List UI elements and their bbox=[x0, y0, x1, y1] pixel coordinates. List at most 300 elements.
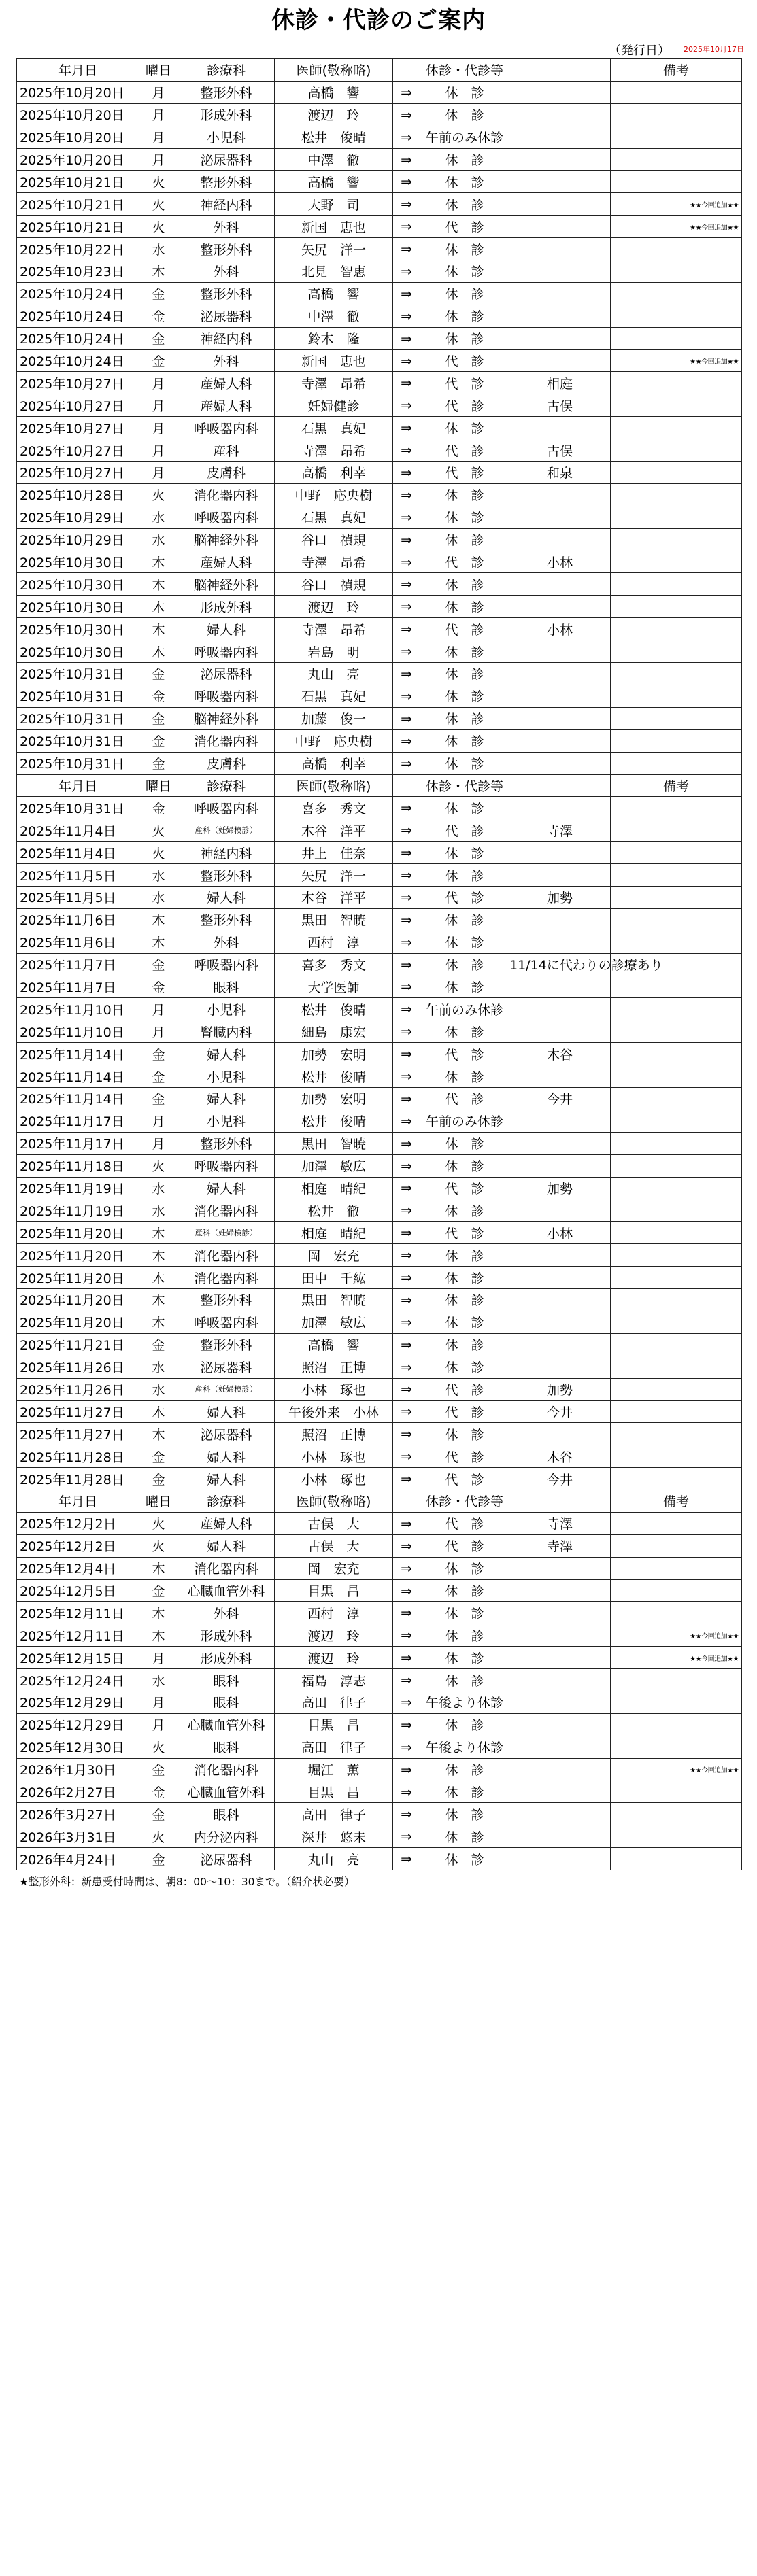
weekday-cell: 金 bbox=[139, 1087, 178, 1110]
date-cell: 2025年12月2日 bbox=[17, 1512, 139, 1534]
date-cell: 2025年11月14日 bbox=[17, 1087, 139, 1110]
table-row bbox=[17, 729, 742, 752]
note-cell bbox=[611, 752, 742, 774]
arrow-cell: ⇒ bbox=[393, 1333, 420, 1356]
date-cell: 2025年10月31日 bbox=[17, 752, 139, 774]
substitute-cell: 寺澤 bbox=[509, 1512, 611, 1534]
arrow-cell: ⇒ bbox=[393, 439, 420, 462]
table-row bbox=[17, 1825, 742, 1848]
table-row bbox=[17, 1154, 742, 1177]
doctor-cell: 西村 淳 bbox=[275, 931, 393, 953]
department-cell: 婦人科 bbox=[178, 886, 275, 908]
note-cell: ★★今回追加★★ bbox=[611, 193, 742, 216]
table-row bbox=[17, 238, 742, 260]
substitute-cell bbox=[509, 305, 611, 327]
table-row bbox=[17, 372, 742, 394]
status-cell: 休 診 bbox=[420, 842, 509, 864]
status-cell: 代 診 bbox=[420, 819, 509, 842]
substitute-cell bbox=[509, 1110, 611, 1132]
weekday-cell: 木 bbox=[139, 260, 178, 283]
substitute-cell: 相庭 bbox=[509, 372, 611, 394]
substitute-cell bbox=[509, 282, 611, 305]
doctor-cell: 加藤 俊一 bbox=[275, 707, 393, 729]
arrow-cell: ⇒ bbox=[393, 148, 420, 171]
department-cell: 眼科 bbox=[178, 1669, 275, 1691]
note-cell bbox=[611, 663, 742, 685]
table-row bbox=[17, 752, 742, 774]
doctor-cell: 中澤 徹 bbox=[275, 148, 393, 171]
substitute-cell bbox=[509, 1423, 611, 1445]
doctor-cell: 照沼 正博 bbox=[275, 1356, 393, 1378]
doctor-cell: 木谷 洋平 bbox=[275, 819, 393, 842]
doctor-cell: 相庭 晴紀 bbox=[275, 1177, 393, 1199]
date-cell: 2025年11月20日 bbox=[17, 1311, 139, 1333]
doctor-cell: 岡 宏充 bbox=[275, 1557, 393, 1579]
table-row bbox=[17, 171, 742, 193]
substitute-cell bbox=[509, 1803, 611, 1825]
table-row bbox=[17, 842, 742, 864]
arrow-cell: ⇒ bbox=[393, 1534, 420, 1557]
arrow-cell: ⇒ bbox=[393, 1669, 420, 1691]
department-cell: 小児科 bbox=[178, 998, 275, 1020]
substitute-cell bbox=[509, 1356, 611, 1378]
table-row bbox=[17, 797, 742, 819]
status-cell: 代 診 bbox=[420, 1043, 509, 1065]
weekday-cell: 木 bbox=[139, 931, 178, 953]
note-cell bbox=[611, 1087, 742, 1110]
arrow-cell: ⇒ bbox=[393, 1087, 420, 1110]
arrow-cell: ⇒ bbox=[393, 81, 420, 103]
weekday-cell: 月 bbox=[139, 372, 178, 394]
weekday-cell: 火 bbox=[139, 216, 178, 238]
note-cell bbox=[611, 1154, 742, 1177]
header-department: 診療科 bbox=[178, 59, 275, 82]
doctor-cell: 大野 司 bbox=[275, 193, 393, 216]
doctor-cell: 高橋 響 bbox=[275, 171, 393, 193]
weekday-cell: 金 bbox=[139, 1781, 178, 1803]
note-cell bbox=[611, 1781, 742, 1803]
doctor-cell: 木谷 洋平 bbox=[275, 886, 393, 908]
status-cell: 代 診 bbox=[420, 1222, 509, 1244]
arrow-cell: ⇒ bbox=[393, 1691, 420, 1714]
status-cell: 休 診 bbox=[420, 1154, 509, 1177]
department-cell: 消化器内科 bbox=[178, 1758, 275, 1781]
department-cell: 婦人科 bbox=[178, 1468, 275, 1490]
doctor-cell: 矢尻 洋一 bbox=[275, 864, 393, 887]
note-cell bbox=[611, 842, 742, 864]
header-arrow bbox=[393, 774, 420, 797]
department-cell: 外科 bbox=[178, 1602, 275, 1624]
department-cell: 呼吸器内科 bbox=[178, 506, 275, 528]
date-cell: 2025年10月30日 bbox=[17, 573, 139, 596]
header-doctor: 医師(敬称略) bbox=[275, 1490, 393, 1513]
arrow-cell: ⇒ bbox=[393, 462, 420, 484]
arrow-cell: ⇒ bbox=[393, 1154, 420, 1177]
substitute-cell bbox=[509, 573, 611, 596]
date-cell: 2025年11月20日 bbox=[17, 1267, 139, 1289]
department-cell: 神経内科 bbox=[178, 842, 275, 864]
doctor-cell: 加澤 敏広 bbox=[275, 1311, 393, 1333]
substitute-cell bbox=[509, 1020, 611, 1043]
note-cell bbox=[611, 1423, 742, 1445]
note-cell bbox=[611, 1199, 742, 1222]
arrow-cell: ⇒ bbox=[393, 618, 420, 640]
arrow-cell: ⇒ bbox=[393, 171, 420, 193]
arrow-cell: ⇒ bbox=[393, 998, 420, 1020]
note-cell bbox=[611, 864, 742, 887]
table-row bbox=[17, 260, 742, 283]
weekday-cell: 月 bbox=[139, 394, 178, 417]
note-cell bbox=[611, 1579, 742, 1602]
substitute-cell: 寺澤 bbox=[509, 1534, 611, 1557]
weekday-cell: 水 bbox=[139, 506, 178, 528]
substitute-cell bbox=[509, 1713, 611, 1736]
table-row bbox=[17, 1132, 742, 1154]
date-cell: 2025年12月30日 bbox=[17, 1736, 139, 1758]
doctor-cell: 深井 悠未 bbox=[275, 1825, 393, 1848]
note-cell bbox=[611, 640, 742, 663]
doctor-cell: 黒田 智暁 bbox=[275, 1132, 393, 1154]
arrow-cell: ⇒ bbox=[393, 506, 420, 528]
date-cell: 2025年12月15日 bbox=[17, 1647, 139, 1669]
status-cell: 休 診 bbox=[420, 1602, 509, 1624]
status-cell: 休 診 bbox=[420, 1803, 509, 1825]
status-cell: 休 診 bbox=[420, 483, 509, 506]
status-cell: 休 診 bbox=[420, 729, 509, 752]
weekday-cell: 木 bbox=[139, 551, 178, 573]
date-cell: 2026年3月27日 bbox=[17, 1803, 139, 1825]
table-row bbox=[17, 1669, 742, 1691]
table-row bbox=[17, 998, 742, 1020]
table-row bbox=[17, 1333, 742, 1356]
department-cell: 泌尿器科 bbox=[178, 148, 275, 171]
doctor-cell: 西村 淳 bbox=[275, 1602, 393, 1624]
doctor-cell: 岡 宏充 bbox=[275, 1244, 393, 1267]
note-cell bbox=[611, 551, 742, 573]
doctor-cell: 矢尻 洋一 bbox=[275, 238, 393, 260]
table-row bbox=[17, 886, 742, 908]
department-cell: 形成外科 bbox=[178, 596, 275, 618]
weekday-cell: 金 bbox=[139, 1848, 178, 1870]
status-cell: 休 診 bbox=[420, 1020, 509, 1043]
table-row bbox=[17, 462, 742, 484]
note-cell bbox=[611, 305, 742, 327]
date-cell: 2025年11月5日 bbox=[17, 886, 139, 908]
header-substitute bbox=[509, 59, 611, 82]
substitute-cell bbox=[509, 729, 611, 752]
department-cell: 呼吸器内科 bbox=[178, 1154, 275, 1177]
weekday-cell: 木 bbox=[139, 1602, 178, 1624]
status-cell: 休 診 bbox=[420, 976, 509, 998]
department-cell: 眼科 bbox=[178, 1736, 275, 1758]
arrow-cell: ⇒ bbox=[393, 528, 420, 551]
date-cell: 2025年10月30日 bbox=[17, 640, 139, 663]
weekday-cell: 火 bbox=[139, 1736, 178, 1758]
header-weekday: 曜日 bbox=[139, 1490, 178, 1513]
weekday-cell: 月 bbox=[139, 439, 178, 462]
date-cell: 2025年10月30日 bbox=[17, 551, 139, 573]
doctor-cell: 小林 琢也 bbox=[275, 1445, 393, 1468]
note-cell bbox=[611, 1468, 742, 1490]
arrow-cell: ⇒ bbox=[393, 1758, 420, 1781]
substitute-cell bbox=[509, 1199, 611, 1222]
table-row bbox=[17, 1624, 742, 1647]
note-cell bbox=[611, 1043, 742, 1065]
weekday-cell: 月 bbox=[139, 417, 178, 439]
date-cell: 2025年11月7日 bbox=[17, 953, 139, 976]
note-cell bbox=[611, 1736, 742, 1758]
department-cell: 消化器内科 bbox=[178, 729, 275, 752]
date-cell: 2025年11月19日 bbox=[17, 1177, 139, 1199]
substitute-cell: 11/14に代わりの診療あり bbox=[509, 953, 611, 976]
substitute-cell bbox=[509, 327, 611, 349]
substitute-cell bbox=[509, 998, 611, 1020]
doctor-cell: 加勢 宏明 bbox=[275, 1087, 393, 1110]
table-row bbox=[17, 618, 742, 640]
weekday-cell: 月 bbox=[139, 1020, 178, 1043]
substitute-cell bbox=[509, 238, 611, 260]
table-row bbox=[17, 1468, 742, 1490]
note-cell bbox=[611, 103, 742, 126]
arrow-cell: ⇒ bbox=[393, 707, 420, 729]
note-cell bbox=[611, 976, 742, 998]
weekday-cell: 火 bbox=[139, 193, 178, 216]
department-cell: 産婦人科 bbox=[178, 372, 275, 394]
substitute-cell bbox=[509, 1736, 611, 1758]
date-cell: 2025年10月28日 bbox=[17, 483, 139, 506]
table-row bbox=[17, 327, 742, 349]
date-cell: 2025年10月22日 bbox=[17, 238, 139, 260]
arrow-cell: ⇒ bbox=[393, 1199, 420, 1222]
weekday-cell: 火 bbox=[139, 483, 178, 506]
arrow-cell: ⇒ bbox=[393, 1557, 420, 1579]
arrow-cell: ⇒ bbox=[393, 1043, 420, 1065]
doctor-cell: 古俣 大 bbox=[275, 1534, 393, 1557]
doctor-cell: 細島 康宏 bbox=[275, 1020, 393, 1043]
table-row bbox=[17, 1713, 742, 1736]
note-cell bbox=[611, 729, 742, 752]
status-cell: 休 診 bbox=[420, 573, 509, 596]
header-note: 備考 bbox=[611, 1490, 742, 1513]
header-weekday: 曜日 bbox=[139, 774, 178, 797]
arrow-cell: ⇒ bbox=[393, 729, 420, 752]
note-cell bbox=[611, 908, 742, 931]
department-cell: 心臓血管外科 bbox=[178, 1579, 275, 1602]
doctor-cell: 照沼 正博 bbox=[275, 1423, 393, 1445]
department-cell: 眼科 bbox=[178, 1803, 275, 1825]
department-cell: 泌尿器科 bbox=[178, 1356, 275, 1378]
arrow-cell: ⇒ bbox=[393, 1423, 420, 1445]
table-row bbox=[17, 1579, 742, 1602]
substitute-cell bbox=[509, 1065, 611, 1088]
weekday-cell: 金 bbox=[139, 976, 178, 998]
note-cell bbox=[611, 1557, 742, 1579]
doctor-cell: 小林 琢也 bbox=[275, 1468, 393, 1490]
table-row bbox=[17, 1020, 742, 1043]
weekday-cell: 木 bbox=[139, 1557, 178, 1579]
substitute-cell bbox=[509, 171, 611, 193]
status-cell: 代 診 bbox=[420, 439, 509, 462]
note-cell bbox=[611, 573, 742, 596]
doctor-cell: 鈴木 隆 bbox=[275, 327, 393, 349]
note-cell: ★★今回追加★★ bbox=[611, 1647, 742, 1669]
note-cell bbox=[611, 1222, 742, 1244]
weekday-cell: 月 bbox=[139, 126, 178, 148]
note-cell bbox=[611, 462, 742, 484]
substitute-cell bbox=[509, 864, 611, 887]
doctor-cell: 妊婦健診 bbox=[275, 394, 393, 417]
substitute-cell bbox=[509, 1825, 611, 1848]
weekday-cell: 火 bbox=[139, 1534, 178, 1557]
doctor-cell: 松井 俊晴 bbox=[275, 998, 393, 1020]
date-cell: 2025年11月20日 bbox=[17, 1288, 139, 1311]
status-cell: 休 診 bbox=[420, 1624, 509, 1647]
weekday-cell: 水 bbox=[139, 1378, 178, 1401]
arrow-cell: ⇒ bbox=[393, 1825, 420, 1848]
department-cell: 形成外科 bbox=[178, 1647, 275, 1669]
date-cell: 2025年10月20日 bbox=[17, 126, 139, 148]
arrow-cell: ⇒ bbox=[393, 1401, 420, 1423]
date-cell: 2025年11月6日 bbox=[17, 908, 139, 931]
header-substitute bbox=[509, 1490, 611, 1513]
department-cell: 消化器内科 bbox=[178, 1199, 275, 1222]
arrow-cell: ⇒ bbox=[393, 1848, 420, 1870]
note-cell bbox=[611, 1445, 742, 1468]
substitute-cell bbox=[509, 663, 611, 685]
note-cell bbox=[611, 596, 742, 618]
arrow-cell: ⇒ bbox=[393, 1177, 420, 1199]
status-cell: 休 診 bbox=[420, 417, 509, 439]
status-cell: 午後より休診 bbox=[420, 1691, 509, 1714]
substitute-cell: 寺澤 bbox=[509, 819, 611, 842]
department-cell: 脳神経外科 bbox=[178, 707, 275, 729]
substitute-cell: 加勢 bbox=[509, 1378, 611, 1401]
header-department: 診療科 bbox=[178, 1490, 275, 1513]
table-row bbox=[17, 282, 742, 305]
status-cell: 休 診 bbox=[420, 1288, 509, 1311]
header-arrow bbox=[393, 59, 420, 82]
doctor-cell: 福島 淳志 bbox=[275, 1669, 393, 1691]
weekday-cell: 月 bbox=[139, 998, 178, 1020]
table-row bbox=[17, 1110, 742, 1132]
note-cell bbox=[611, 81, 742, 103]
status-cell: 休 診 bbox=[420, 1311, 509, 1333]
table-row bbox=[17, 1423, 742, 1445]
doctor-cell: 石黒 真妃 bbox=[275, 685, 393, 707]
arrow-cell: ⇒ bbox=[393, 1647, 420, 1669]
date-cell: 2025年10月27日 bbox=[17, 372, 139, 394]
doctor-cell: 黒田 智暁 bbox=[275, 908, 393, 931]
department-cell: 小児科 bbox=[178, 1065, 275, 1088]
date-cell: 2025年11月4日 bbox=[17, 819, 139, 842]
substitute-cell bbox=[509, 483, 611, 506]
doctor-cell: 新国 恵也 bbox=[275, 349, 393, 372]
status-cell: 代 診 bbox=[420, 1468, 509, 1490]
date-cell: 2025年12月11日 bbox=[17, 1624, 139, 1647]
table-row bbox=[17, 216, 742, 238]
issue-date: 2025年10月17日 bbox=[684, 45, 744, 54]
table-row bbox=[17, 506, 742, 528]
substitute-cell: 木谷 bbox=[509, 1043, 611, 1065]
arrow-cell: ⇒ bbox=[393, 103, 420, 126]
date-cell: 2025年12月11日 bbox=[17, 1602, 139, 1624]
table-row bbox=[17, 864, 742, 887]
doctor-cell: 高田 律子 bbox=[275, 1736, 393, 1758]
department-cell: 婦人科 bbox=[178, 1401, 275, 1423]
note-cell bbox=[611, 797, 742, 819]
doctor-cell: 田中 千紘 bbox=[275, 1267, 393, 1289]
weekday-cell: 木 bbox=[139, 573, 178, 596]
doctor-cell: 松井 俊晴 bbox=[275, 1065, 393, 1088]
table-row bbox=[17, 1087, 742, 1110]
arrow-cell: ⇒ bbox=[393, 1624, 420, 1647]
doctor-cell: 丸山 亮 bbox=[275, 663, 393, 685]
arrow-cell: ⇒ bbox=[393, 1356, 420, 1378]
note-cell bbox=[611, 931, 742, 953]
doctor-cell: 渡辺 玲 bbox=[275, 103, 393, 126]
substitute-cell bbox=[509, 1602, 611, 1624]
date-cell: 2025年10月31日 bbox=[17, 663, 139, 685]
date-cell: 2025年11月10日 bbox=[17, 998, 139, 1020]
status-cell: 休 診 bbox=[420, 1669, 509, 1691]
doctor-cell: 喜多 秀文 bbox=[275, 953, 393, 976]
status-cell: 代 診 bbox=[420, 1087, 509, 1110]
arrow-cell: ⇒ bbox=[393, 640, 420, 663]
department-cell: 消化器内科 bbox=[178, 1267, 275, 1289]
department-cell: 泌尿器科 bbox=[178, 663, 275, 685]
table-row bbox=[17, 349, 742, 372]
weekday-cell: 月 bbox=[139, 1647, 178, 1669]
table-row bbox=[17, 707, 742, 729]
note-cell bbox=[611, 417, 742, 439]
header-arrow bbox=[393, 1490, 420, 1513]
note-cell bbox=[611, 1848, 742, 1870]
substitute-cell bbox=[509, 260, 611, 283]
weekday-cell: 火 bbox=[139, 1154, 178, 1177]
table-row bbox=[17, 1534, 742, 1557]
department-cell: 婦人科 bbox=[178, 1043, 275, 1065]
doctor-cell: 石黒 真妃 bbox=[275, 506, 393, 528]
note-cell bbox=[611, 1333, 742, 1356]
date-cell: 2025年11月4日 bbox=[17, 842, 139, 864]
status-cell: 休 診 bbox=[420, 640, 509, 663]
table-row bbox=[17, 931, 742, 953]
doctor-cell: 相庭 晴紀 bbox=[275, 1222, 393, 1244]
department-cell: 泌尿器科 bbox=[178, 1848, 275, 1870]
date-cell: 2025年11月28日 bbox=[17, 1468, 139, 1490]
department-cell: 整形外科 bbox=[178, 171, 275, 193]
doctor-cell: 喜多 秀文 bbox=[275, 797, 393, 819]
note-cell bbox=[611, 1378, 742, 1401]
note-cell bbox=[611, 886, 742, 908]
date-cell: 2026年4月24日 bbox=[17, 1848, 139, 1870]
doctor-cell: 午後外来 小林 bbox=[275, 1401, 393, 1423]
status-cell: 代 診 bbox=[420, 216, 509, 238]
header-note: 備考 bbox=[611, 59, 742, 82]
status-cell: 代 診 bbox=[420, 349, 509, 372]
weekday-cell: 木 bbox=[139, 1401, 178, 1423]
note-cell bbox=[611, 483, 742, 506]
note-cell bbox=[611, 1356, 742, 1378]
substitute-cell bbox=[509, 1624, 611, 1647]
arrow-cell: ⇒ bbox=[393, 1288, 420, 1311]
weekday-cell: 金 bbox=[139, 305, 178, 327]
table-header-row bbox=[17, 774, 742, 797]
date-cell: 2025年12月29日 bbox=[17, 1691, 139, 1714]
substitute-cell bbox=[509, 842, 611, 864]
table-row bbox=[17, 103, 742, 126]
arrow-cell: ⇒ bbox=[393, 596, 420, 618]
